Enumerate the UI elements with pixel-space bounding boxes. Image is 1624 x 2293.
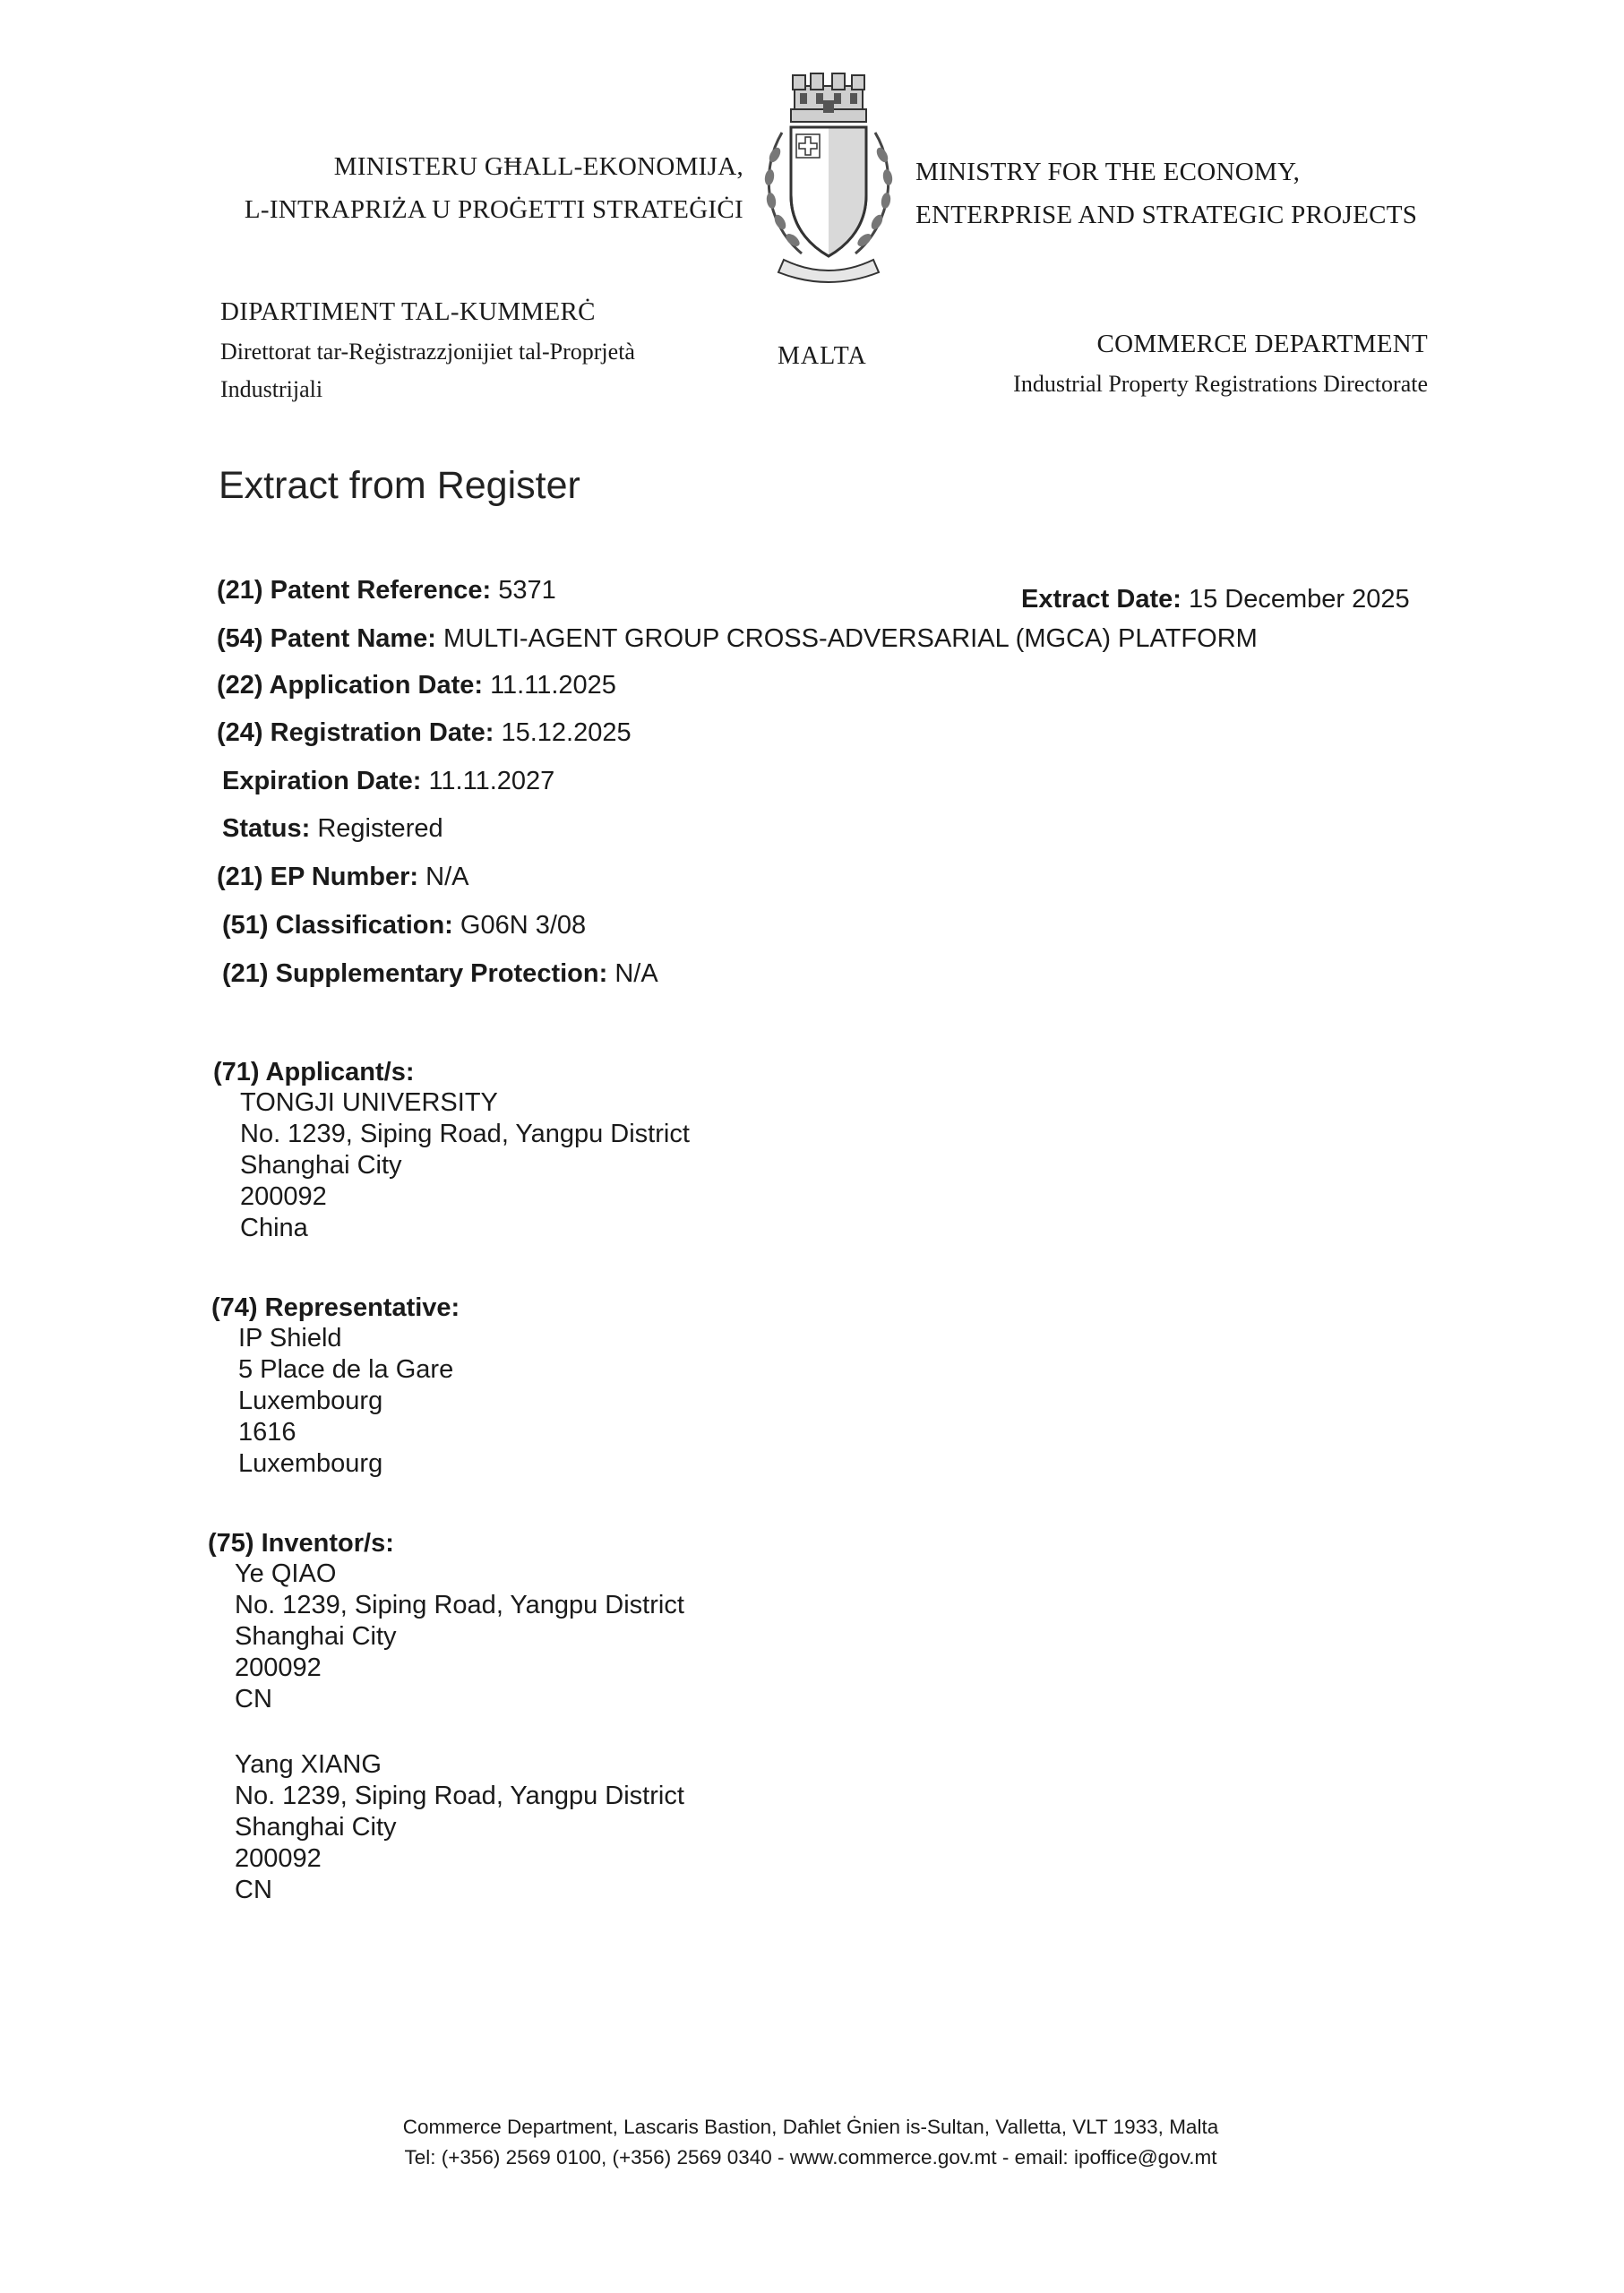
inventors-label: (75) Inventor/s: xyxy=(208,1529,394,1558)
field-supplementary-protection xyxy=(222,958,658,989)
applicant-country: China xyxy=(240,1214,308,1242)
inventor-country: CN xyxy=(235,1876,272,1904)
extract-date-label: Extract Date: xyxy=(1021,585,1181,614)
extract-date xyxy=(1021,584,1410,614)
field-label: Expiration Date: xyxy=(222,767,422,795)
ministry-line-1-en: MINISTRY FOR THE ECONOMY, xyxy=(915,158,1301,186)
directorate-mt-line-2: Industrijali xyxy=(220,376,323,402)
field-value: G06N 3/08 xyxy=(460,911,587,940)
inventor-entry xyxy=(235,1559,684,1715)
field-patent-reference xyxy=(217,575,556,605)
representative-address xyxy=(238,1323,460,1480)
directorate-mt-line-1: Direttorat tar-Reġistrazzjonijiet tal-Proprjetà xyxy=(220,339,635,365)
page-footer xyxy=(269,2112,1353,2173)
applicants-label: (71) Applicant/s: xyxy=(213,1058,415,1086)
field-label: (21) Patent Reference: xyxy=(217,576,492,605)
applicants-section xyxy=(213,1057,690,1244)
field-value: 11.11.2027 xyxy=(428,767,555,795)
department-maltese xyxy=(220,294,758,408)
ministry-name-maltese xyxy=(224,145,743,231)
representative-postcode: 1616 xyxy=(238,1418,296,1447)
page-title: Extract from Register xyxy=(219,464,580,507)
representative-section xyxy=(211,1292,460,1480)
footer-contact: Tel: (+356) 2569 0100, (+356) 2569 0340 - www.commerce.gov.mt - email: ipoffice@gov.mt xyxy=(404,2146,1217,2168)
field-patent-name xyxy=(217,623,1258,654)
inventor-street: No. 1239, Siping Road, Yangpu District xyxy=(235,1591,684,1619)
field-ep-number xyxy=(217,862,468,892)
directorate-en: Industrial Property Registrations Directorate xyxy=(1013,371,1428,397)
directorate-mt xyxy=(220,333,758,408)
field-label: (51) Classification: xyxy=(222,911,453,940)
representative-name: IP Shield xyxy=(238,1324,342,1353)
field-value: 5371 xyxy=(498,576,556,605)
representative-label: (74) Representative: xyxy=(211,1293,460,1322)
field-expiration-date xyxy=(222,766,554,796)
field-value: 11.11.2025 xyxy=(490,671,616,700)
applicant-address xyxy=(240,1087,690,1244)
department-english xyxy=(923,326,1428,403)
inventor-name: Yang XIANG xyxy=(235,1750,382,1779)
field-application-date xyxy=(217,670,616,700)
field-label: (21) Supplementary Protection: xyxy=(222,959,608,988)
inventor-postcode: 200092 xyxy=(235,1844,322,1873)
inventor-street: No. 1239, Siping Road, Yangpu District xyxy=(235,1782,684,1810)
inventors-section xyxy=(208,1528,684,1906)
country-label: MALTA xyxy=(778,342,867,370)
field-label: (24) Registration Date: xyxy=(217,718,494,747)
inventor-postcode: 200092 xyxy=(235,1653,322,1682)
representative-country: Luxembourg xyxy=(238,1449,383,1478)
malta-coat-of-arms-icon xyxy=(748,70,909,285)
extract-date-value: 15 December 2025 xyxy=(1188,585,1410,614)
department-title-en: COMMERCE DEPARTMENT xyxy=(1096,330,1428,358)
ministry-line-2-mt: L-INTRAPRIŻA U PROĠETTI STRATEĠIĊI xyxy=(244,195,743,224)
field-status xyxy=(222,813,443,844)
ministry-line-2-en: ENTERPRISE AND STRATEGIC PROJECTS xyxy=(915,201,1418,229)
field-label: Status: xyxy=(222,814,311,843)
inventor-country: CN xyxy=(235,1685,272,1713)
applicant-city: Shanghai City xyxy=(240,1151,402,1180)
field-value: Registered xyxy=(317,814,443,843)
footer-address: Commerce Department, Lascaris Bastion, Daħlet Ġnien is-Sultan, Valletta, VLT 1933, Malta xyxy=(402,2116,1219,2138)
department-title-mt: DIPARTIMENT TAL-KUMMERĊ xyxy=(220,297,596,326)
applicant-postcode: 200092 xyxy=(240,1182,327,1211)
field-value: MULTI-AGENT GROUP CROSS-ADVERSARIAL (MGCA) PLATFORM xyxy=(443,624,1258,653)
representative-street: 5 Place de la Gare xyxy=(238,1355,454,1384)
field-classification xyxy=(222,910,586,940)
ministry-line-1-mt: MINISTERU GĦALL-EKONOMIJA, xyxy=(333,152,743,181)
field-label: (22) Application Date: xyxy=(217,671,484,700)
field-value: 15.12.2025 xyxy=(501,718,632,747)
field-value: N/A xyxy=(425,863,469,891)
representative-city: Luxembourg xyxy=(238,1387,383,1415)
field-label: (54) Patent Name: xyxy=(217,624,436,653)
field-registration-date xyxy=(217,717,632,748)
inventor-name: Ye QIAO xyxy=(235,1559,337,1588)
applicant-street: No. 1239, Siping Road, Yangpu District xyxy=(240,1120,690,1148)
inventor-entry xyxy=(235,1749,684,1906)
applicant-name: TONGJI UNIVERSITY xyxy=(240,1088,498,1117)
field-value: N/A xyxy=(614,959,658,988)
inventor-city: Shanghai City xyxy=(235,1813,397,1842)
field-label: (21) EP Number: xyxy=(217,863,419,891)
inventor-city: Shanghai City xyxy=(235,1622,397,1651)
ministry-name-english xyxy=(915,150,1471,236)
